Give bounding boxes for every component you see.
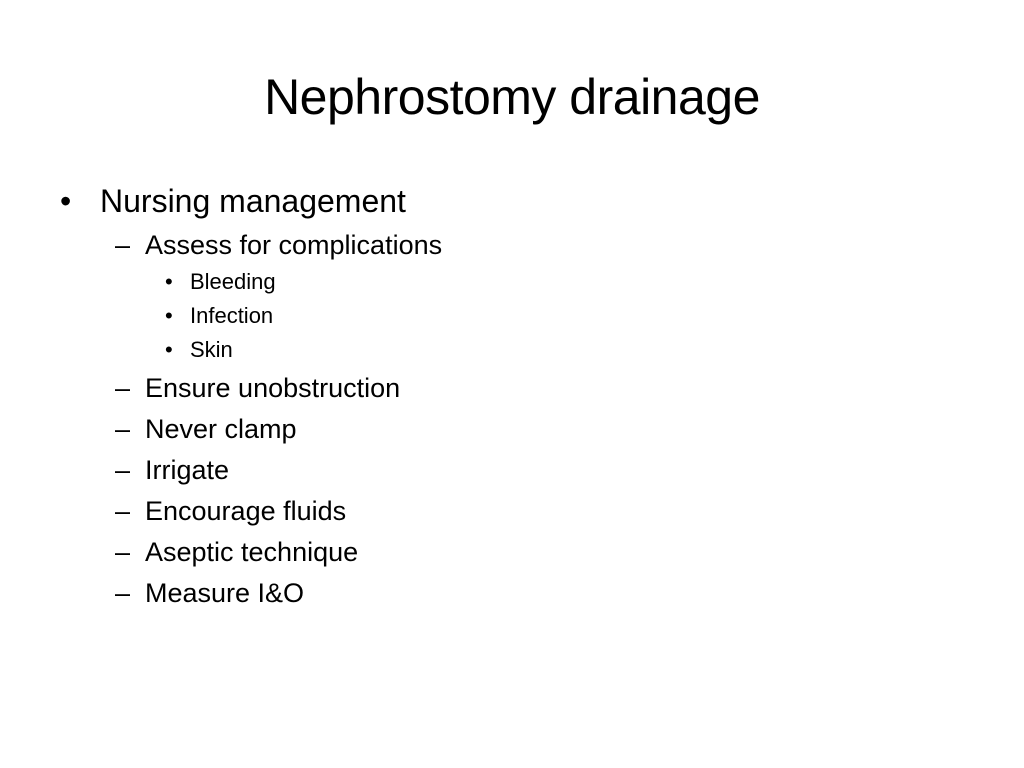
subitem-text: Never clamp bbox=[145, 414, 297, 444]
bullet-marker: • bbox=[60, 183, 72, 219]
dash-marker: – bbox=[115, 373, 131, 403]
dash-marker: – bbox=[115, 414, 131, 444]
subsubitem-text: Infection bbox=[190, 303, 274, 328]
slide-title: Nephrostomy drainage bbox=[264, 69, 760, 125]
dash-marker: – bbox=[115, 578, 131, 608]
dash-marker: – bbox=[115, 455, 131, 485]
bullet-marker: • bbox=[165, 337, 173, 362]
bullet-text: Nursing management bbox=[100, 183, 406, 219]
subitem-text: Irrigate bbox=[145, 455, 230, 485]
subitem-text: Assess for complications bbox=[145, 230, 443, 260]
bullet-marker: • bbox=[165, 303, 173, 328]
subsubitem-text: Skin bbox=[190, 337, 233, 362]
subitem-text: Measure I&O bbox=[145, 578, 305, 608]
subitem-text: Ensure unobstruction bbox=[145, 373, 401, 403]
bullet-marker: • bbox=[165, 269, 173, 294]
subitem-text: Aseptic technique bbox=[145, 537, 359, 567]
dash-marker: – bbox=[115, 496, 131, 526]
dash-marker: – bbox=[115, 537, 131, 567]
subitem-text: Encourage fluids bbox=[145, 496, 347, 526]
subsubitem-text: Bleeding bbox=[190, 269, 276, 294]
dash-marker: – bbox=[115, 230, 131, 260]
